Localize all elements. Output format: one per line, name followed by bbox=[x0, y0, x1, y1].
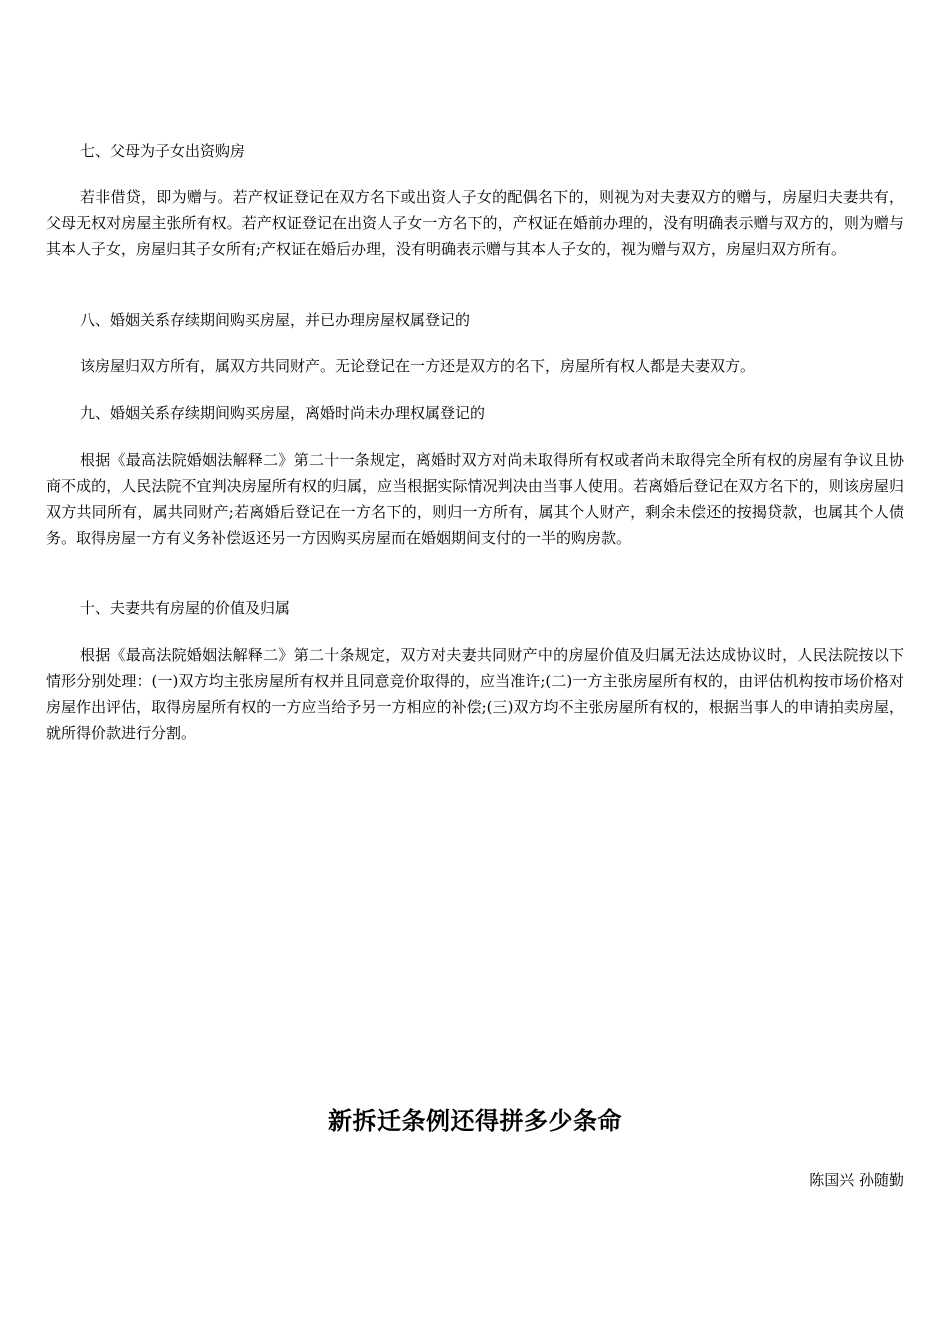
section-7-body bbox=[46, 184, 904, 262]
section-heading: 九、婚姻关系存续期间购买房屋，离婚时尚未办理权属登记的 bbox=[80, 404, 486, 422]
section-paragraph: 该房屋归双方所有，属双方共同财产。无论登记在一方还是双方的名下，房屋所有权人都是夫妻双方。 bbox=[80, 357, 756, 375]
section-9-body bbox=[46, 447, 904, 551]
section-paragraph: 根据《最高法院婚姻法解释二》第二十条规定，双方对夫妻共同财产中的房屋价值及归属无法达成协议时，人民法院按以下情形分别处理：(一)双方均主张房屋所有权并且同意竞价取得的，应当准许;(二)一方主张房屋所有权的，由评估机构按市场价格对房屋作出评估，取得房屋所有权的一方应当给予另一方相应的补偿;(三)双方均不主张房屋所有权的，根据当事人的申请拍卖房屋，就所得价款进行分割。 bbox=[46, 646, 904, 742]
section-10-body bbox=[46, 642, 904, 746]
section-heading: 七、父母为子女出资购房 bbox=[80, 142, 246, 160]
section-paragraph: 若非借贷，即为赠与。若产权证登记在双方名下或出资人子女的配偶名下的，则视为对夫妻双方的赠与，房屋归夫妻共有，父母无权对房屋主张所有权。若产权证登记在出资人子女一方名下的，产权证在婚前办理的，没有明确表示赠与双方的，则为赠与其本人子女，房屋归其子女所有;产权证在婚后办理，没有明确表示赠与其本人子女的，视为赠与双方，房屋归双方所有。 bbox=[46, 188, 904, 258]
section-10 bbox=[46, 595, 904, 621]
section-9 bbox=[46, 400, 904, 426]
section-paragraph: 根据《最高法院婚姻法解释二》第二十一条规定，离婚时双方对尚未取得所有权或者尚未取得完全所有权的房屋有争议且协商不成的，人民法院不宜判决房屋所有权的归属，应当根据实际情况判决由当事人使用。若离婚后登记在双方名下的，则该房屋归双方共同所有，属共同财产;若离婚后登记在一方名下的，则归一方所有，属其个人财产，剩余未偿还的按揭贷款，也属其个人债务。取得房屋一方有义务补偿返还另一方因购买房屋而在婚姻期间支付的一半的购房款。 bbox=[46, 451, 904, 547]
section-heading: 八、婚姻关系存续期间购买房屋，并已办理房屋权属登记的 bbox=[80, 311, 471, 329]
article-authors: 陈国兴 孙随勤 bbox=[809, 1171, 904, 1189]
section-7 bbox=[46, 138, 904, 164]
section-8-body bbox=[46, 353, 904, 379]
article-title: 新拆迁条例还得拼多少条命 bbox=[328, 1106, 622, 1135]
section-heading: 十、夫妻共有房屋的价值及归属 bbox=[80, 599, 291, 617]
section-8 bbox=[46, 307, 904, 333]
